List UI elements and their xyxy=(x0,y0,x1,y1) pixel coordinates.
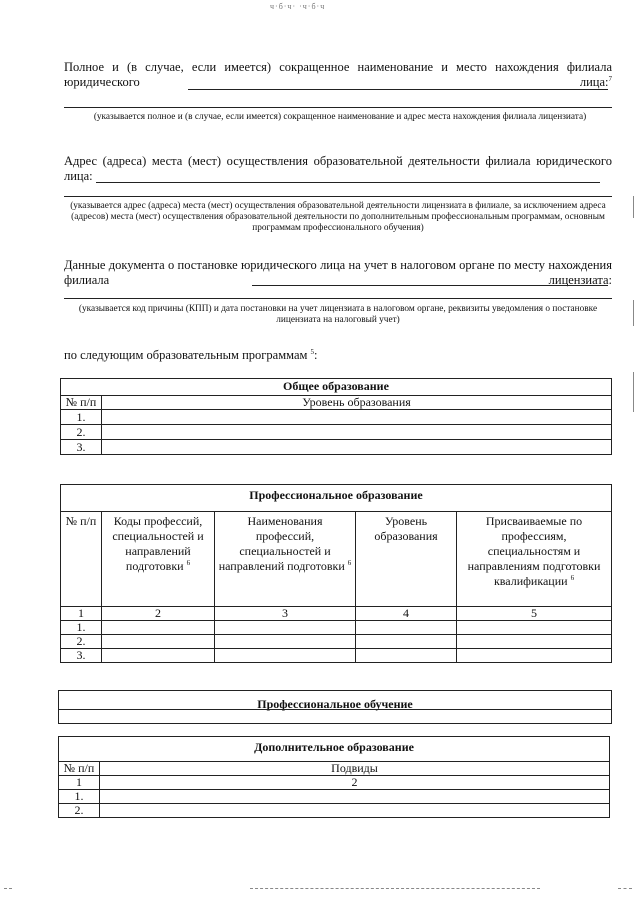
table-cell xyxy=(100,804,610,818)
row-number: 1. xyxy=(59,790,100,804)
table-cell xyxy=(457,621,612,635)
table-row xyxy=(61,425,612,440)
general-education-table xyxy=(60,378,612,455)
table-cell xyxy=(215,621,356,635)
scan-bottom-artifact xyxy=(250,888,540,889)
table-cell xyxy=(102,621,215,635)
row-number: 3. xyxy=(61,440,102,455)
additional-education-title: Дополнительное образование xyxy=(59,737,610,762)
table-row xyxy=(59,804,610,818)
row-number: 1. xyxy=(61,621,102,635)
scan-margin-mark xyxy=(633,196,634,218)
professional-training-box xyxy=(58,690,612,724)
table-cell xyxy=(457,649,612,663)
additional-education-table xyxy=(58,736,610,818)
general-education-title: Общее образование xyxy=(61,379,612,396)
column-number: 1 xyxy=(61,607,102,621)
column-header: № п/п xyxy=(61,396,102,410)
column-header: № п/п xyxy=(61,512,102,607)
professional-training-divider xyxy=(59,709,611,710)
branch-name-fill-line-2 xyxy=(64,107,612,108)
scan-margin-mark xyxy=(633,372,634,412)
table-row xyxy=(61,649,612,663)
column-header: Присваиваемые по профессиям, специальностям и направлениям подготовки квалификации $^6$ xyxy=(457,512,612,607)
branch-address-label: Адрес (адреса) места (мест) осуществления образовательной деятельности филиала юридического лица: xyxy=(64,154,612,183)
table-row xyxy=(61,635,612,649)
table-cell xyxy=(215,635,356,649)
row-number: 2. xyxy=(61,635,102,649)
table-cell xyxy=(356,649,457,663)
branch-name-label: Полное и (в случае, если имеется) сокращенное наименование и место нахождения филиала юридического лица:$^7$ xyxy=(64,60,612,89)
footnote-marker: 7 xyxy=(608,74,612,83)
scan-artifact: ч·б·ч· ·ч·б·ч xyxy=(270,2,326,11)
table-row xyxy=(61,621,612,635)
table-cell xyxy=(457,635,612,649)
table-cell xyxy=(102,410,612,425)
professional-education-table xyxy=(60,484,612,663)
column-header: Наименования профессий, специальностей и направлений подготовки $^6$ xyxy=(215,512,356,607)
column-header: Коды профессий, специальностей и направлений подготовки $^6$ xyxy=(102,512,215,607)
table-cell xyxy=(356,621,457,635)
table-cell xyxy=(102,440,612,455)
table-row xyxy=(61,440,612,455)
table-cell xyxy=(356,635,457,649)
column-header: Уровень образования xyxy=(356,512,457,607)
row-number: 1. xyxy=(61,410,102,425)
branch-name-fill-line xyxy=(188,89,608,90)
row-number: 3. xyxy=(61,649,102,663)
table-row xyxy=(61,410,612,425)
footnote-marker: 5 xyxy=(310,347,315,356)
tax-registration-fill-line-2 xyxy=(64,298,612,299)
row-number: 2. xyxy=(61,425,102,440)
table-cell xyxy=(102,649,215,663)
column-number: 2 xyxy=(102,607,215,621)
scan-bottom-artifact xyxy=(618,888,632,889)
table-cell xyxy=(215,649,356,663)
table-cell xyxy=(100,790,610,804)
table-cell xyxy=(102,635,215,649)
row-number: 2. xyxy=(59,804,100,818)
column-number: 3 xyxy=(215,607,356,621)
branch-address-fill-line-2 xyxy=(64,196,612,197)
branch-address-hint: (указывается адрес (адреса) места (мест) осуществления образовательной деятельности лицензиата в филиале, за исключением адреса (адресов) места (мест) осуществления образовательной деятельности по дополнительным профессиональным программам, основным программам профессионального обучения) xyxy=(70,201,606,233)
branch-address-fill-line xyxy=(96,182,600,183)
column-number: 2 xyxy=(100,776,610,790)
column-number: 4 xyxy=(356,607,457,621)
column-header: Подвиды xyxy=(100,762,610,776)
table-row xyxy=(59,790,610,804)
scan-margin-mark xyxy=(633,300,634,326)
professional-training-title: Профессиональное обучение xyxy=(257,697,413,711)
column-number: 1 xyxy=(59,776,100,790)
tax-registration-fill-line xyxy=(252,285,608,286)
professional-education-title: Профессиональное образование xyxy=(61,485,612,512)
column-number: 5 xyxy=(457,607,612,621)
programs-intro: по следующим образовательным программам $^5$: xyxy=(64,347,318,362)
branch-name-hint: (указывается полное и (в случае, если имеется) сокращенное наименование и адрес места нахождения филиала лицензиата) xyxy=(93,112,587,122)
tax-registration-hint: (указывается код причины (КПП) и дата постановки на учет лицензиата в налоговом органе, реквизиты уведомления о постановке лицензиата на налоговый учет) xyxy=(78,304,598,325)
column-header: Уровень образования xyxy=(102,396,612,410)
column-header: № п/п xyxy=(59,762,100,776)
table-cell xyxy=(102,425,612,440)
tax-registration-label: Данные документа о постановке юридического лица на учет в налоговом органе по месту нахождения филиала лицензиата: xyxy=(64,258,612,287)
scan-bottom-artifact xyxy=(4,888,12,889)
